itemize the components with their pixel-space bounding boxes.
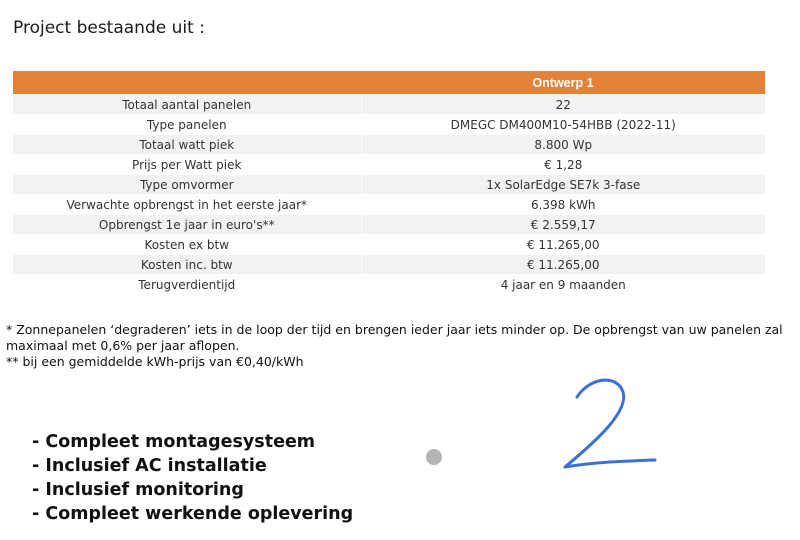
row-value: 1x SolarEdge SE7k 3-fase [361,175,765,195]
row-label: Type omvormer [13,175,361,195]
footnote-kwh-price: ** bij een gemiddelde kWh-prijs van €0,40/kWh [6,354,304,369]
handwritten-number-2 [555,372,665,477]
row-value: 8.800 Wp [361,135,765,155]
table-row [13,195,765,215]
row-label: Kosten inc. btw [13,255,361,275]
handwritten-stroke [565,380,655,467]
header-design-label: Ontwerp 1 [361,71,765,95]
footnotes [6,322,786,370]
table-row [13,155,765,175]
row-value: € 11.265,00 [361,255,765,275]
row-label: Terugverdientijd [13,275,361,295]
row-label: Totaal aantal panelen [13,95,361,115]
footnote-degradation: * Zonnepanelen ‘degraderen’ iets in de loop der tijd en brengen ieder jaar iets minder op. De opbrengst van uw panelen zal maximaal met 0,6% per jaar aflopen. [6,322,783,353]
design-table [13,71,765,294]
table-row [13,255,765,275]
header-empty-cell [13,71,361,95]
table-row [13,215,765,235]
row-label: Prijs per Watt piek [13,155,361,175]
row-value: 22 [361,95,765,115]
row-value: € 2.559,17 [361,215,765,235]
row-value: € 1,28 [361,155,765,175]
row-label: Opbrengst 1e jaar in euro's** [13,215,361,235]
table-row [13,135,765,155]
row-label: Verwachte opbrengst in het eerste jaar* [13,195,361,215]
feature-list [32,430,353,526]
feature-item: - Compleet montagesysteem [32,432,316,452]
row-value: 6.398 kWh [361,195,765,215]
row-label: Type panelen [13,115,361,135]
table-header-row [13,71,765,95]
table-row [13,115,765,135]
row-value: DMEGC DM400M10-54HBB (2022-11) [361,115,765,135]
table-row [13,275,765,295]
page-title: Project bestaande uit : [13,18,205,38]
row-value: 4 jaar en 9 maanden [361,275,765,295]
feature-item: - Inclusief monitoring [32,480,244,500]
table-row [13,235,765,255]
gray-dot-icon [426,449,442,465]
row-label: Totaal watt piek [13,135,361,155]
table-row [13,95,765,115]
feature-item: - Compleet werkende oplevering [32,504,354,524]
table-row [13,175,765,195]
feature-item: - Inclusief AC installatie [32,456,267,476]
row-label: Kosten ex btw [13,235,361,255]
row-value: € 11.265,00 [361,235,765,255]
